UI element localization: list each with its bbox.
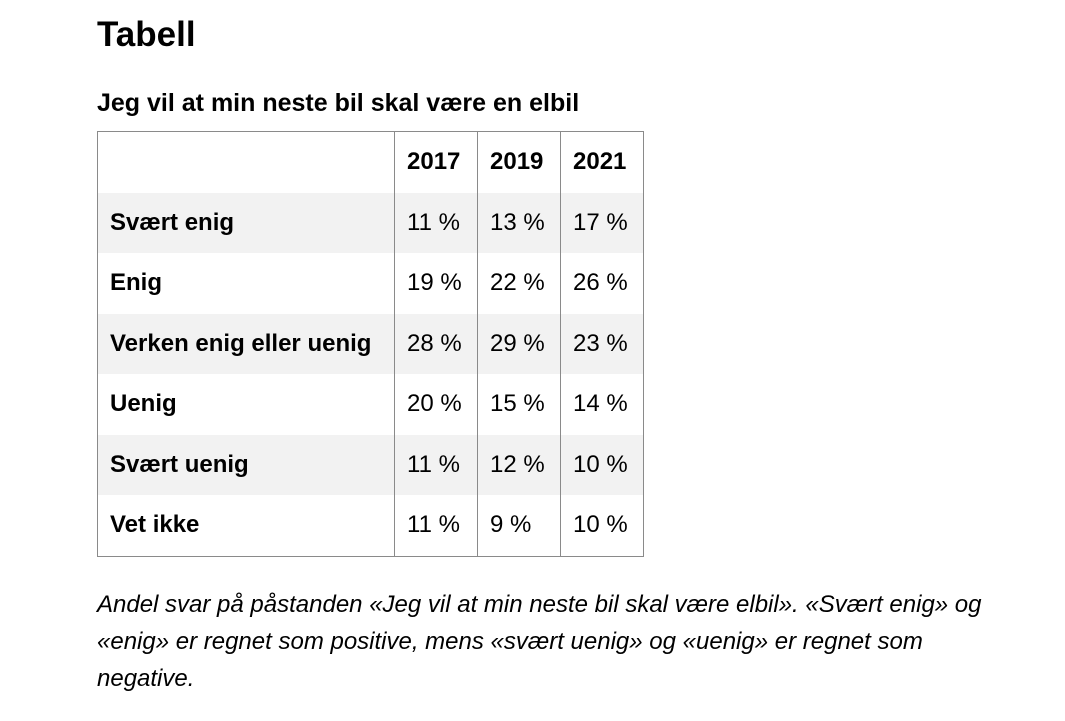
table-title: Jeg vil at min neste bil skal være en elbil — [97, 89, 580, 117]
table-row — [98, 314, 644, 375]
cell-value: 14 % — [561, 374, 644, 435]
cell-value: 10 % — [561, 435, 644, 496]
cell-value: 23 % — [561, 314, 644, 375]
cell-value: 17 % — [561, 193, 644, 254]
table-row — [98, 253, 644, 314]
table-row — [98, 495, 644, 556]
table-row — [98, 374, 644, 435]
column-header-2021: 2021 — [561, 132, 644, 193]
table-row — [98, 193, 644, 254]
cell-value: 11 % — [395, 495, 478, 556]
cell-value: 22 % — [478, 253, 561, 314]
survey-table — [97, 131, 644, 557]
cell-value: 12 % — [478, 435, 561, 496]
table-row — [98, 435, 644, 496]
cell-value: 13 % — [478, 193, 561, 254]
cell-value: 11 % — [395, 435, 478, 496]
cell-value: 28 % — [395, 314, 478, 375]
row-label: Verken enig eller uenig — [98, 314, 395, 375]
cell-value: 15 % — [478, 374, 561, 435]
column-header-empty — [98, 132, 395, 193]
cell-value: 20 % — [395, 374, 478, 435]
cell-value: 19 % — [395, 253, 478, 314]
cell-value: 26 % — [561, 253, 644, 314]
table-header-row — [98, 132, 644, 193]
row-label: Enig — [98, 253, 395, 314]
row-label: Vet ikke — [98, 495, 395, 556]
section-heading: Tabell — [97, 15, 196, 54]
column-header-2019: 2019 — [478, 132, 561, 193]
cell-value: 10 % — [561, 495, 644, 556]
row-label: Uenig — [98, 374, 395, 435]
cell-value: 9 % — [478, 495, 561, 556]
row-label: Svært enig — [98, 193, 395, 254]
cell-value: 29 % — [478, 314, 561, 375]
table-caption: Andel svar på påstanden «Jeg vil at min neste bil skal være elbil». «Svært enig» og «enig» er regnet som positive, mens «svært uenig» og «uenig» er regnet som negative. — [97, 591, 982, 692]
row-label: Svært uenig — [98, 435, 395, 496]
column-header-2017: 2017 — [395, 132, 478, 193]
cell-value: 11 % — [395, 193, 478, 254]
